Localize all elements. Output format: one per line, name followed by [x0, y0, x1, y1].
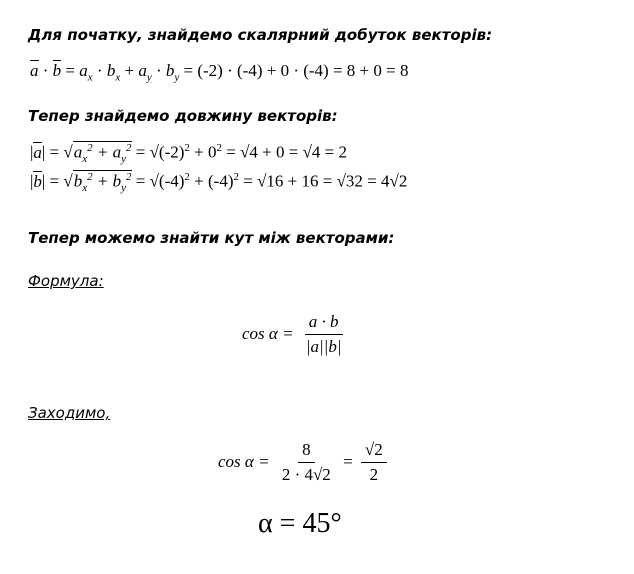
length-a-symbol: a: [33, 142, 42, 162]
cos-sub-fraction2: [361, 440, 387, 486]
heading-vector-length: Тепер знайдемо довжину векторів:: [28, 107, 338, 125]
length-b-symbol: b: [33, 171, 42, 191]
heading-dot-product: Для початку, знайдемо скалярний добуток векторів:: [28, 26, 493, 44]
heading-angle: Тепер можемо знайти кут між векторами:: [28, 229, 395, 247]
cos-sub-lhs: cos α =: [218, 451, 270, 471]
cos-sub-fraction: [278, 440, 335, 486]
cos-sub-denominator2: 2: [369, 465, 379, 485]
dot-product-result: = (-2) · (-4) + 0 · (-4) = 8 + 0 = 8: [183, 61, 409, 80]
length-a-equation: $|a| = √a_x^2 + a_y^2 = √(-2)^2 + 0^2 = √4 + 0 = √4 = 2$: [30, 142, 348, 166]
vector-a: a: [30, 61, 39, 80]
length-b-step2: + (-4): [189, 171, 234, 191]
formula-label: Формула:: [28, 272, 104, 290]
length-a-step2: + 0: [189, 142, 217, 162]
answer-angle: α = 45°: [258, 508, 342, 539]
length-b-equation: $|b| = √b_x^2 + b_y^2 = √(-4)^2 + (-4)^2 = √16 + 16 = √32 = 4√2$: [30, 171, 408, 195]
cos-sub-equals: =: [343, 451, 353, 471]
cos-formula-fraction: [302, 312, 346, 358]
cos-formula: [242, 312, 350, 358]
cos-sub-numerator2: √2: [361, 440, 387, 463]
substitute-label: Заходимо,: [28, 404, 111, 422]
length-a-result: = √4 + 0 = √4 = 2: [226, 142, 348, 162]
cos-formula-denominator: |a||b|: [305, 337, 342, 357]
cos-sub-denominator: 2 · 4√2: [281, 465, 331, 485]
length-a-step: = √(-2): [135, 142, 185, 162]
cos-formula-lhs: cos α =: [242, 323, 294, 343]
cos-formula-numerator: a · b: [305, 312, 343, 335]
dot-product-equation: $a \cdot b = a_x \cdot b_x + a_y \cdot b_y = (-2) \cdot (-4) + 0 \cdot (-4) = 8 + 0 = 8$: [30, 61, 409, 84]
length-b-step: = √(-4): [135, 171, 185, 191]
length-b-result: = √16 + 16 = √32 = 4√2: [243, 171, 408, 191]
cos-sub-numerator: 8: [298, 440, 315, 463]
vector-b: b: [52, 61, 62, 80]
cos-substitution: [218, 440, 391, 486]
